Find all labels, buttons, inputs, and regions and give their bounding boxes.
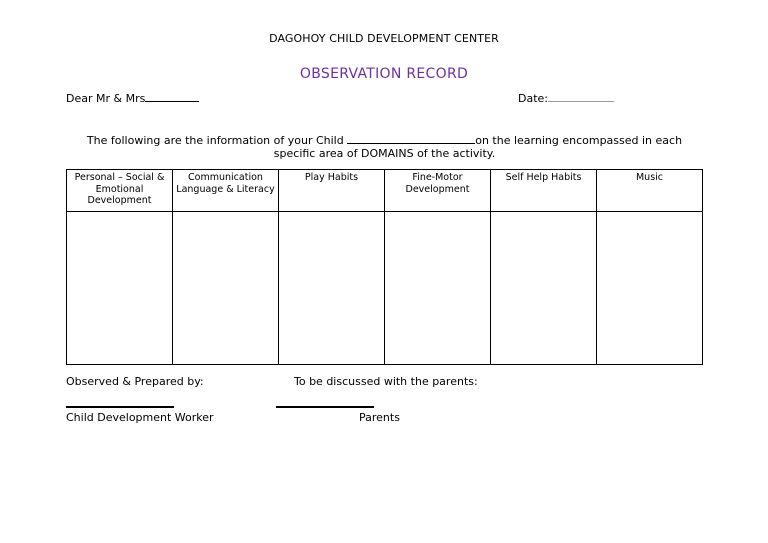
column-header-music: Music	[597, 170, 703, 212]
document-title: OBSERVATION RECORD	[299, 66, 469, 82]
intro-text-start: The following are the information of your Child	[86, 134, 348, 147]
worker-signature-line[interactable]	[66, 406, 174, 408]
column-header-communication: Communication Language & Literacy	[173, 170, 279, 212]
intro-paragraph	[66, 133, 703, 160]
observed-label: Observed & Prepared by:	[66, 375, 204, 388]
table-row	[67, 212, 703, 365]
center-name: DAGOHOY CHILD DEVELOPMENT CENTER	[269, 32, 499, 45]
cell-communication[interactable]	[173, 212, 279, 365]
salutation-label: Dear Mr & Mrs	[66, 92, 146, 105]
cell-music[interactable]	[597, 212, 703, 365]
cell-personal-social[interactable]	[67, 212, 173, 365]
child-name-blank[interactable]	[347, 133, 475, 144]
cell-self-help[interactable]	[491, 212, 597, 365]
column-header-self-help: Self Help Habits	[491, 170, 597, 212]
date-label: Date:	[518, 92, 548, 105]
worker-label: Child Development Worker	[66, 411, 214, 424]
column-header-play-habits: Play Habits	[279, 170, 385, 212]
domains-table	[66, 169, 703, 365]
parent-name-blank[interactable]	[145, 91, 199, 102]
cell-play-habits[interactable]	[279, 212, 385, 365]
column-header-fine-motor: Fine-Motor Development	[385, 170, 491, 212]
cell-fine-motor[interactable]	[385, 212, 491, 365]
parents-signature-line[interactable]	[276, 406, 374, 408]
date-blank[interactable]	[548, 91, 614, 102]
discussed-label: To be discussed with the parents:	[294, 375, 478, 388]
column-header-personal-social: Personal – Social & Emotional Development	[67, 170, 173, 212]
parents-label: Parents	[359, 411, 400, 424]
date-field	[518, 91, 614, 105]
table-header-row	[67, 170, 703, 212]
salutation	[66, 91, 199, 105]
intro-text-end: on the learning encompassed in each specific area of DOMAINS of the activity.	[273, 134, 683, 160]
